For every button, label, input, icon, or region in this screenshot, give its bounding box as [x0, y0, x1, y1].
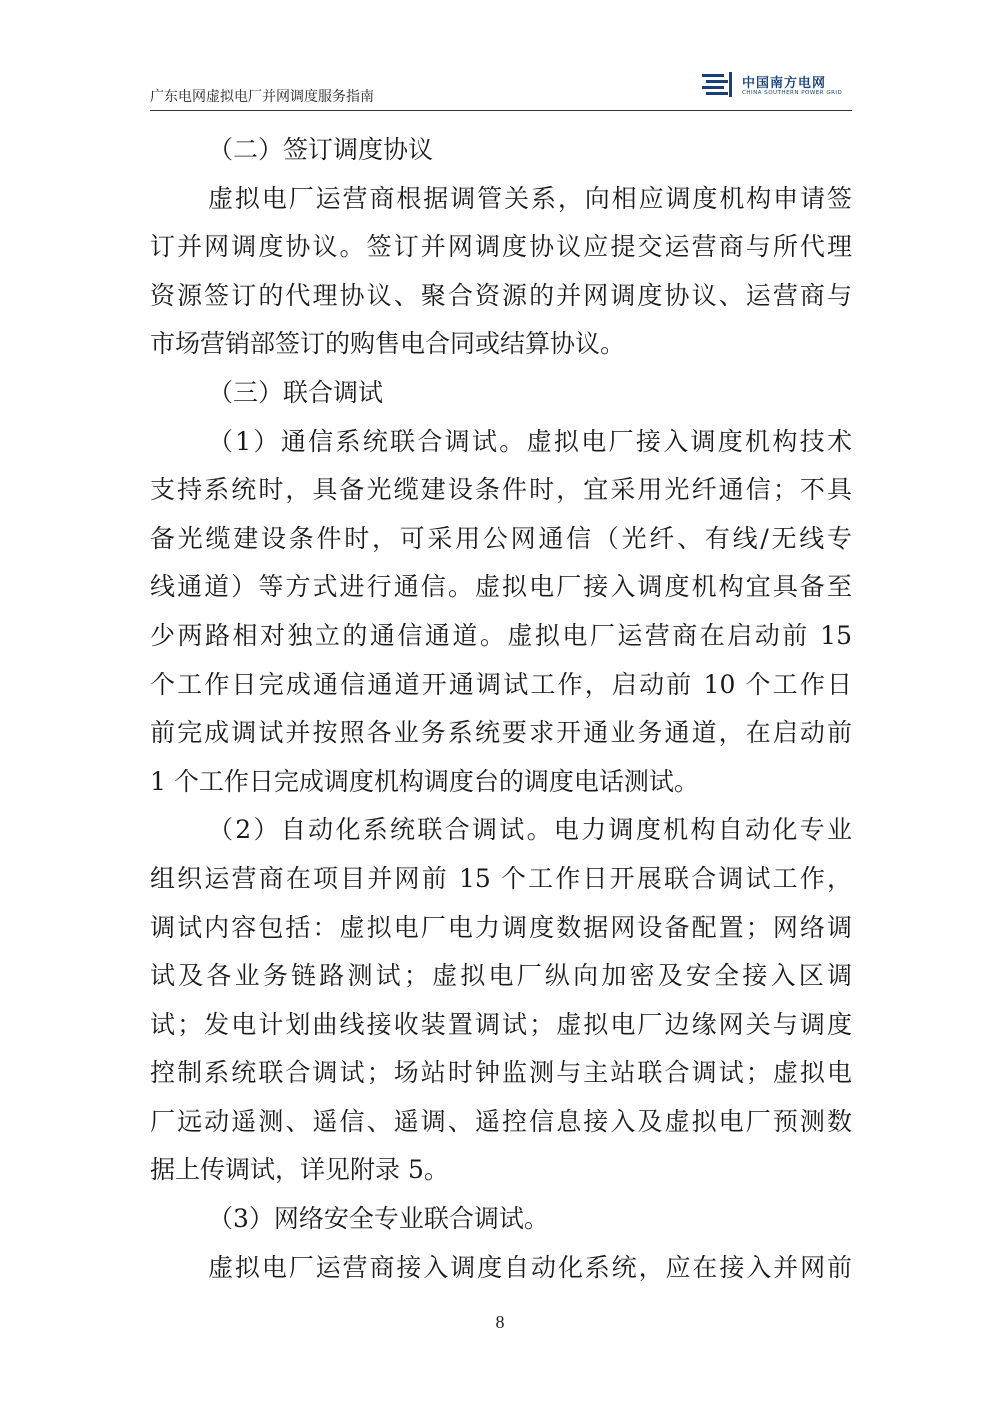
- paragraph-line: （3）网络安全专业联合调试。: [208, 1204, 549, 1234]
- paragraph-line: 订并网调度协议。签订并网调度协议应提交运营商与所代理: [150, 232, 852, 262]
- paragraph-line: 前完成调试并按照各业务系统要求开通业务通道，在启动前: [150, 718, 852, 748]
- paragraph-line: 调试内容包括：虚拟电厂电力调度数据网设备配置；网络调: [150, 912, 852, 942]
- paragraph-line: 备光缆建设条件时，可采用公网通信（光纤、有线/无线专: [150, 523, 852, 553]
- company-logo: [702, 70, 852, 100]
- paragraph-line: 厂远动遥测、遥信、遥调、遥控信息接入及虚拟电厂预测数: [150, 1106, 852, 1136]
- paragraph-line: 支持系统时，具备光缆建设条件时，宜采用光纤通信；不具: [150, 475, 852, 505]
- logo-name-cn: 中国南方电网: [742, 76, 827, 91]
- logo-name-en: CHINA SOUTHERN POWER GRID: [742, 90, 843, 96]
- paragraph-line: 线通道）等方式进行通信。虚拟电厂接入调度机构宜具备至: [150, 572, 852, 602]
- paragraph-line: （2）自动化系统联合调试。电力调度机构自动化专业: [208, 815, 852, 845]
- paragraph-line: 组织运营商在项目并网前 15 个工作日开展联合调试工作，: [150, 863, 852, 893]
- page-number: 8: [495, 1312, 505, 1332]
- header-title: 广东电网虚拟电厂并网调度服务指南: [150, 89, 374, 105]
- page-header: [150, 66, 852, 110]
- paragraph-line: 资源签订的代理协议、聚合资源的并网调度协议、运营商与: [150, 280, 852, 310]
- paragraph-line: 少两路相对独立的通信通道。虚拟电厂运营商在启动前 15: [150, 620, 852, 650]
- paragraph-line: 试；发电计划曲线接收装置调试；虚拟电厂边缘网关与调度: [150, 1009, 852, 1039]
- paragraph-line: （1）通信系统联合调试。虚拟电厂接入调度机构技术: [208, 426, 852, 456]
- paragraph-line: 试及各业务链路测试；虚拟电厂纵向加密及安全接入区调: [150, 961, 852, 991]
- document-body: [150, 126, 852, 1292]
- paragraph-line: 虚拟电厂运营商接入调度自动化系统，应在接入并网前: [208, 1252, 852, 1282]
- paragraph-line: 1 个工作日完成调度机构调度台的调度电话测试。: [150, 766, 699, 796]
- paragraph-line: 控制系统联合调试；场站时钟监测与主站联合调试；虚拟电: [150, 1058, 852, 1088]
- section-heading-sign-agreement: （二）签订调度协议: [208, 135, 434, 164]
- paragraph-line: 据上传调试，详见附录 5。: [150, 1155, 449, 1185]
- section-heading-joint-debugging: （三）联合调试: [208, 377, 384, 407]
- paragraph-line: 虚拟电厂运营商根据调管关系，向相应调度机构申请签: [208, 183, 852, 213]
- grid-logo-icon: [702, 70, 736, 100]
- paragraph-line: 市场营销部签订的购售电合同或结算协议。: [150, 329, 626, 359]
- paragraph-line: 个工作日完成通信通道开通调试工作，启动前 10 个工作日: [150, 669, 852, 699]
- header-divider: [150, 110, 852, 111]
